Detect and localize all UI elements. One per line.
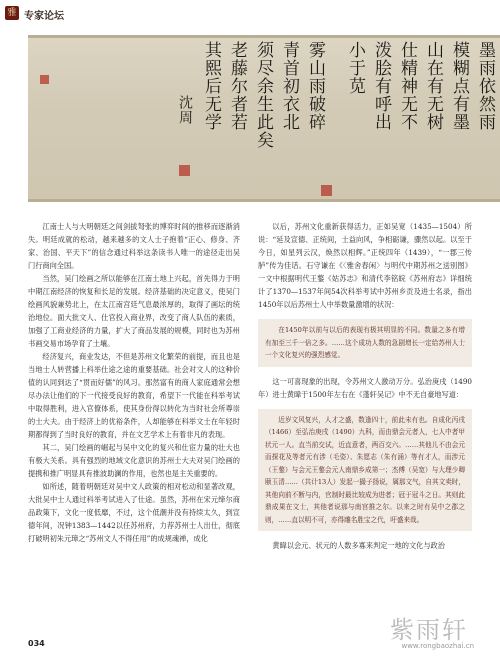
calligraphy-column: 泼脍有呼出	[371, 41, 391, 131]
journal-logo-icon: 雅	[5, 6, 19, 20]
body-paragraph: 江南士人与大明朝廷之间剑拔弩张的博弈时间的推移而逐渐消失。明廷成就的松动，越来越多的文人士子抱着“正心、修身、齐家、治国、平天下”的信念通过科举这条读书人唯一的途径走出吴门行商向全国。	[28, 222, 240, 270]
page-header	[0, 0, 500, 28]
block-quote	[258, 409, 472, 532]
calligraphy-column: 仕精神无不	[397, 41, 417, 131]
scroll-edge-top	[28, 35, 500, 38]
seal-stamp-icon	[321, 185, 332, 196]
calligraphy-column: 山在有无树	[423, 41, 443, 131]
scroll-edge-bottom	[28, 199, 500, 202]
watermark-url: www.rongbaozhai.cn	[401, 642, 474, 650]
page-number: 034	[28, 639, 45, 648]
seal-stamp-icon	[179, 165, 190, 176]
quote-text: 在1450年以前与以后的表现有极其明显的不同。数量之多有增有加至三千一倍之多。……这个成功人数的急剧增长一定给苏州人士一个文化复兴的强烈感觉。	[265, 326, 465, 359]
left-text-column	[28, 220, 240, 545]
calligraphy-column: 小于苋	[345, 41, 365, 95]
body-paragraph: 以后，苏州文化重新获得活力，正如吴宽（1435—1504）所说：“延及宣德、正统间，士益向风，争相砺谦，骤然以起。以至于今日，如星列云汉，焕然以相辉。”正统四年（1439），“一郡三传胪”传为佳话。石守谦在《〈雅舍春闲〉与明代中期苏州之送别图》一文中根据明代王鏊《姑苏志》和清代李铭皖《苏州府志》详细统计了1370—1537年间54次科举考试中苏州乡贡及进士名录，指出1450年以后苏州士人中举数量激增的状况：	[258, 222, 472, 309]
calligraphy-column: 其熙后无学	[201, 41, 221, 131]
calligraphy-scroll-figure	[28, 35, 500, 202]
calligraphy-column: 雾山雨破碎	[305, 41, 325, 131]
section-label: 专家论坛	[24, 11, 64, 22]
body-paragraph: 当然，吴门绘画之所以能够在江南土地上兴起，首先得力于明中期江南经济的恢复和长足的发展。经济基础的决定意义，使吴门绘画风貌兼势北上，在太江南宫廷气息最浓厚的，取得了画坛的统治地位。面大批文人、仕官投入商业界，改变了商人队伍的素质，加强了工商业经济的力量，扩大了商品发展的规模，同时也为苏州书画交易市场孕育了土壤。	[28, 274, 240, 348]
calligraphy-column: 老藤尔者若	[227, 41, 247, 131]
block-quote	[258, 319, 472, 367]
calligraphy-column: 须尽余生此矣	[253, 41, 273, 149]
calligraphy-column: 模糊点有墨	[449, 41, 469, 131]
body-paragraph: 这一可喜现象的出现，令苏州文人激动万分。弘治庚戌（1490年）进士黄暐于1500年左右在《蓬轩吴记》中不无自豪地写道：	[258, 376, 472, 399]
calligraphy-column: 墨雨依然雨	[475, 41, 495, 131]
watermark	[378, 610, 474, 650]
quote-text: 近岁文风复兴，人才之盛，数逢四十，前此未有也。自成化丙戌（1466）至弘治庚戌（1490）九科，而由鼎会元者人，七人中者甲状元一人。直当前交试，近直意者，两百交六。……其他儿不由会元而探花及等者元有涉（毛姿）、朱愿志（朱有涌）等有才人，而涉元（王鏊）与会元王鏊会元人南鼎乡成第一；杰傅（吴宽）与大理少卿颐玉清……（共计13人）发起一撮子扬说，属那文气，自其文卖时，其他向前不断与内，官制时最比较成为进者；冠于冠斗之日。其则此鼎成果在文士，其他者说那与南宫推之尔。以来之时有吴中之郡之则，……直以明不可，亦得雕名胜宝之代，吁盛来哉。	[265, 415, 465, 524]
body-paragraph: 如所述，随着明朝廷对吴中文人政策的相对松动和显著改观，大批吴中士人通过科举考试进入了仕途。虽然，苏州在宋元缔尔商品政策下，文化一度低靡，不过，这个低潮并没有持续太久，到宣德年间，况钟1383—1442以任苏州府，力荐苏州士人出仕，彻底打破明初朱元璋之“苏州文人不得任用”的成规魂禅，成化	[28, 482, 240, 543]
calligraphy-signature: 沈周	[177, 95, 193, 125]
body-paragraph: 其二，吴门绘画的崛起与吴中文化的复兴和仕宦力量的壮大也有极大关系。具有强烈的地域文化意识的苏州士大夫对吴门绘画的提携和推广明显具有推波助澜的作用，也然也是主关重要的。	[28, 443, 240, 478]
watermark-title: 紫雨轩	[390, 616, 468, 644]
body-paragraph: 经济复兴，商业发达，不但是苏州文化繁荣的前提，而且也是当地士人转营播上科举仕途之途的重要基础。社会对文人的这种价值的认同到达了“贯而好儒”的风习。那然富有的商人家庭通常会想尽办法让他们的下一代接受良好的教育，希望下一代能在科举考试中取得胜利，进入官僚体系，使其身份得以转化为当时社会所尊崇的士大夫。由于经济上的优裕条件，人却能够在科举文士在年轻时期都得到了当时良好的教育，并在文艺学术上有着非凡的表现。	[28, 352, 240, 439]
body-paragraph: 黄暐以会元、状元的人数多寡来判定一地的文化与政治	[272, 541, 445, 550]
seal-stamp-icon	[40, 75, 49, 84]
calligraphy-column: 青首初衣北	[279, 41, 299, 131]
right-text-column	[258, 220, 472, 552]
